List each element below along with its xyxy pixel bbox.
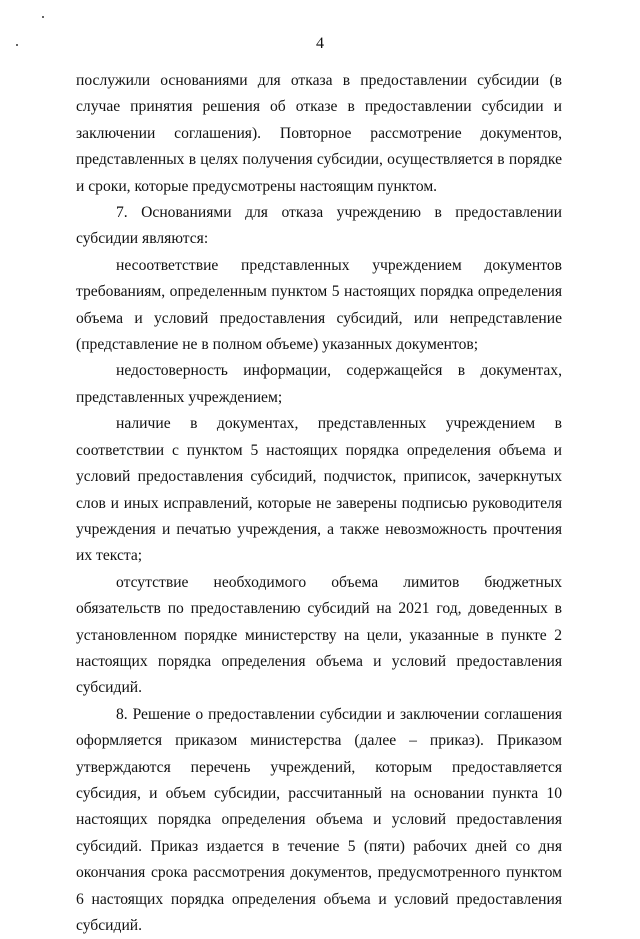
paragraph-continuation: послужили основаниями для отказа в предоставлении субсидии (в случае принятия решения об отказе в предоставлении субсидии и заключении соглашения). Повторное рассмотрение документов, представленных в целях получения субсидии, осуществляется в порядке и сроки, которые предусмотрены настоящим пунктом. <box>76 72 562 195</box>
paragraph-reason-3: наличие в документах, представленных учреждением в соответствии с пунктом 5 настоящих порядка определения объема и условий предоставления субсидий, подчисток, приписок, зачеркнутых слов и иных исправлений, которые не заверены подписью руководителя учреждения и печатью учреждения, а также невозможность прочтения их текста; <box>76 415 562 565</box>
paragraph-reason-2: недостоверность информации, содержащейся в документах, представленных учреждением; <box>76 362 562 406</box>
scan-speck <box>42 16 44 18</box>
page-number: 4 <box>316 35 324 52</box>
paragraph-reason-4: отсутствие необходимого объема лимитов бюджетных обязательств по предоставлению субсидий на 2021 год, доведенных в установленном порядке министерству на цели, указанные в пункте 2 настоящих порядка определения объема и условий предоставления субсидий. <box>76 573 562 697</box>
paragraph-item-7: 7. Основаниями для отказа учреждению в предоставлении субсидии являются: <box>76 204 562 248</box>
document-body <box>76 68 562 939</box>
paragraph-item-8: 8. Решение о предоставлении субсидии и заключении соглашения оформляется приказом министерства (далее – приказ). Приказом утверждаются перечень учреждений, которым предоставляется субсидия, и объем субсидии, рассчитанный на основании пункта 10 настоящих порядка определения объема и условий предоставления субсидий. Приказ издается в течение 5 (пяти) рабочих дней со дня окончания срока рассмотрения документов, предусмотренного пунктом 6 настоящих порядка определения объема и условий предоставления субсидий. <box>76 705 562 934</box>
paragraph-reason-1: несоответствие представленных учреждением документов требованиям, определенным пунктом 5 настоящих порядка определения объема и условий предоставления субсидий, или непредставление (представление не в полном объеме) указанных документов; <box>76 256 562 354</box>
